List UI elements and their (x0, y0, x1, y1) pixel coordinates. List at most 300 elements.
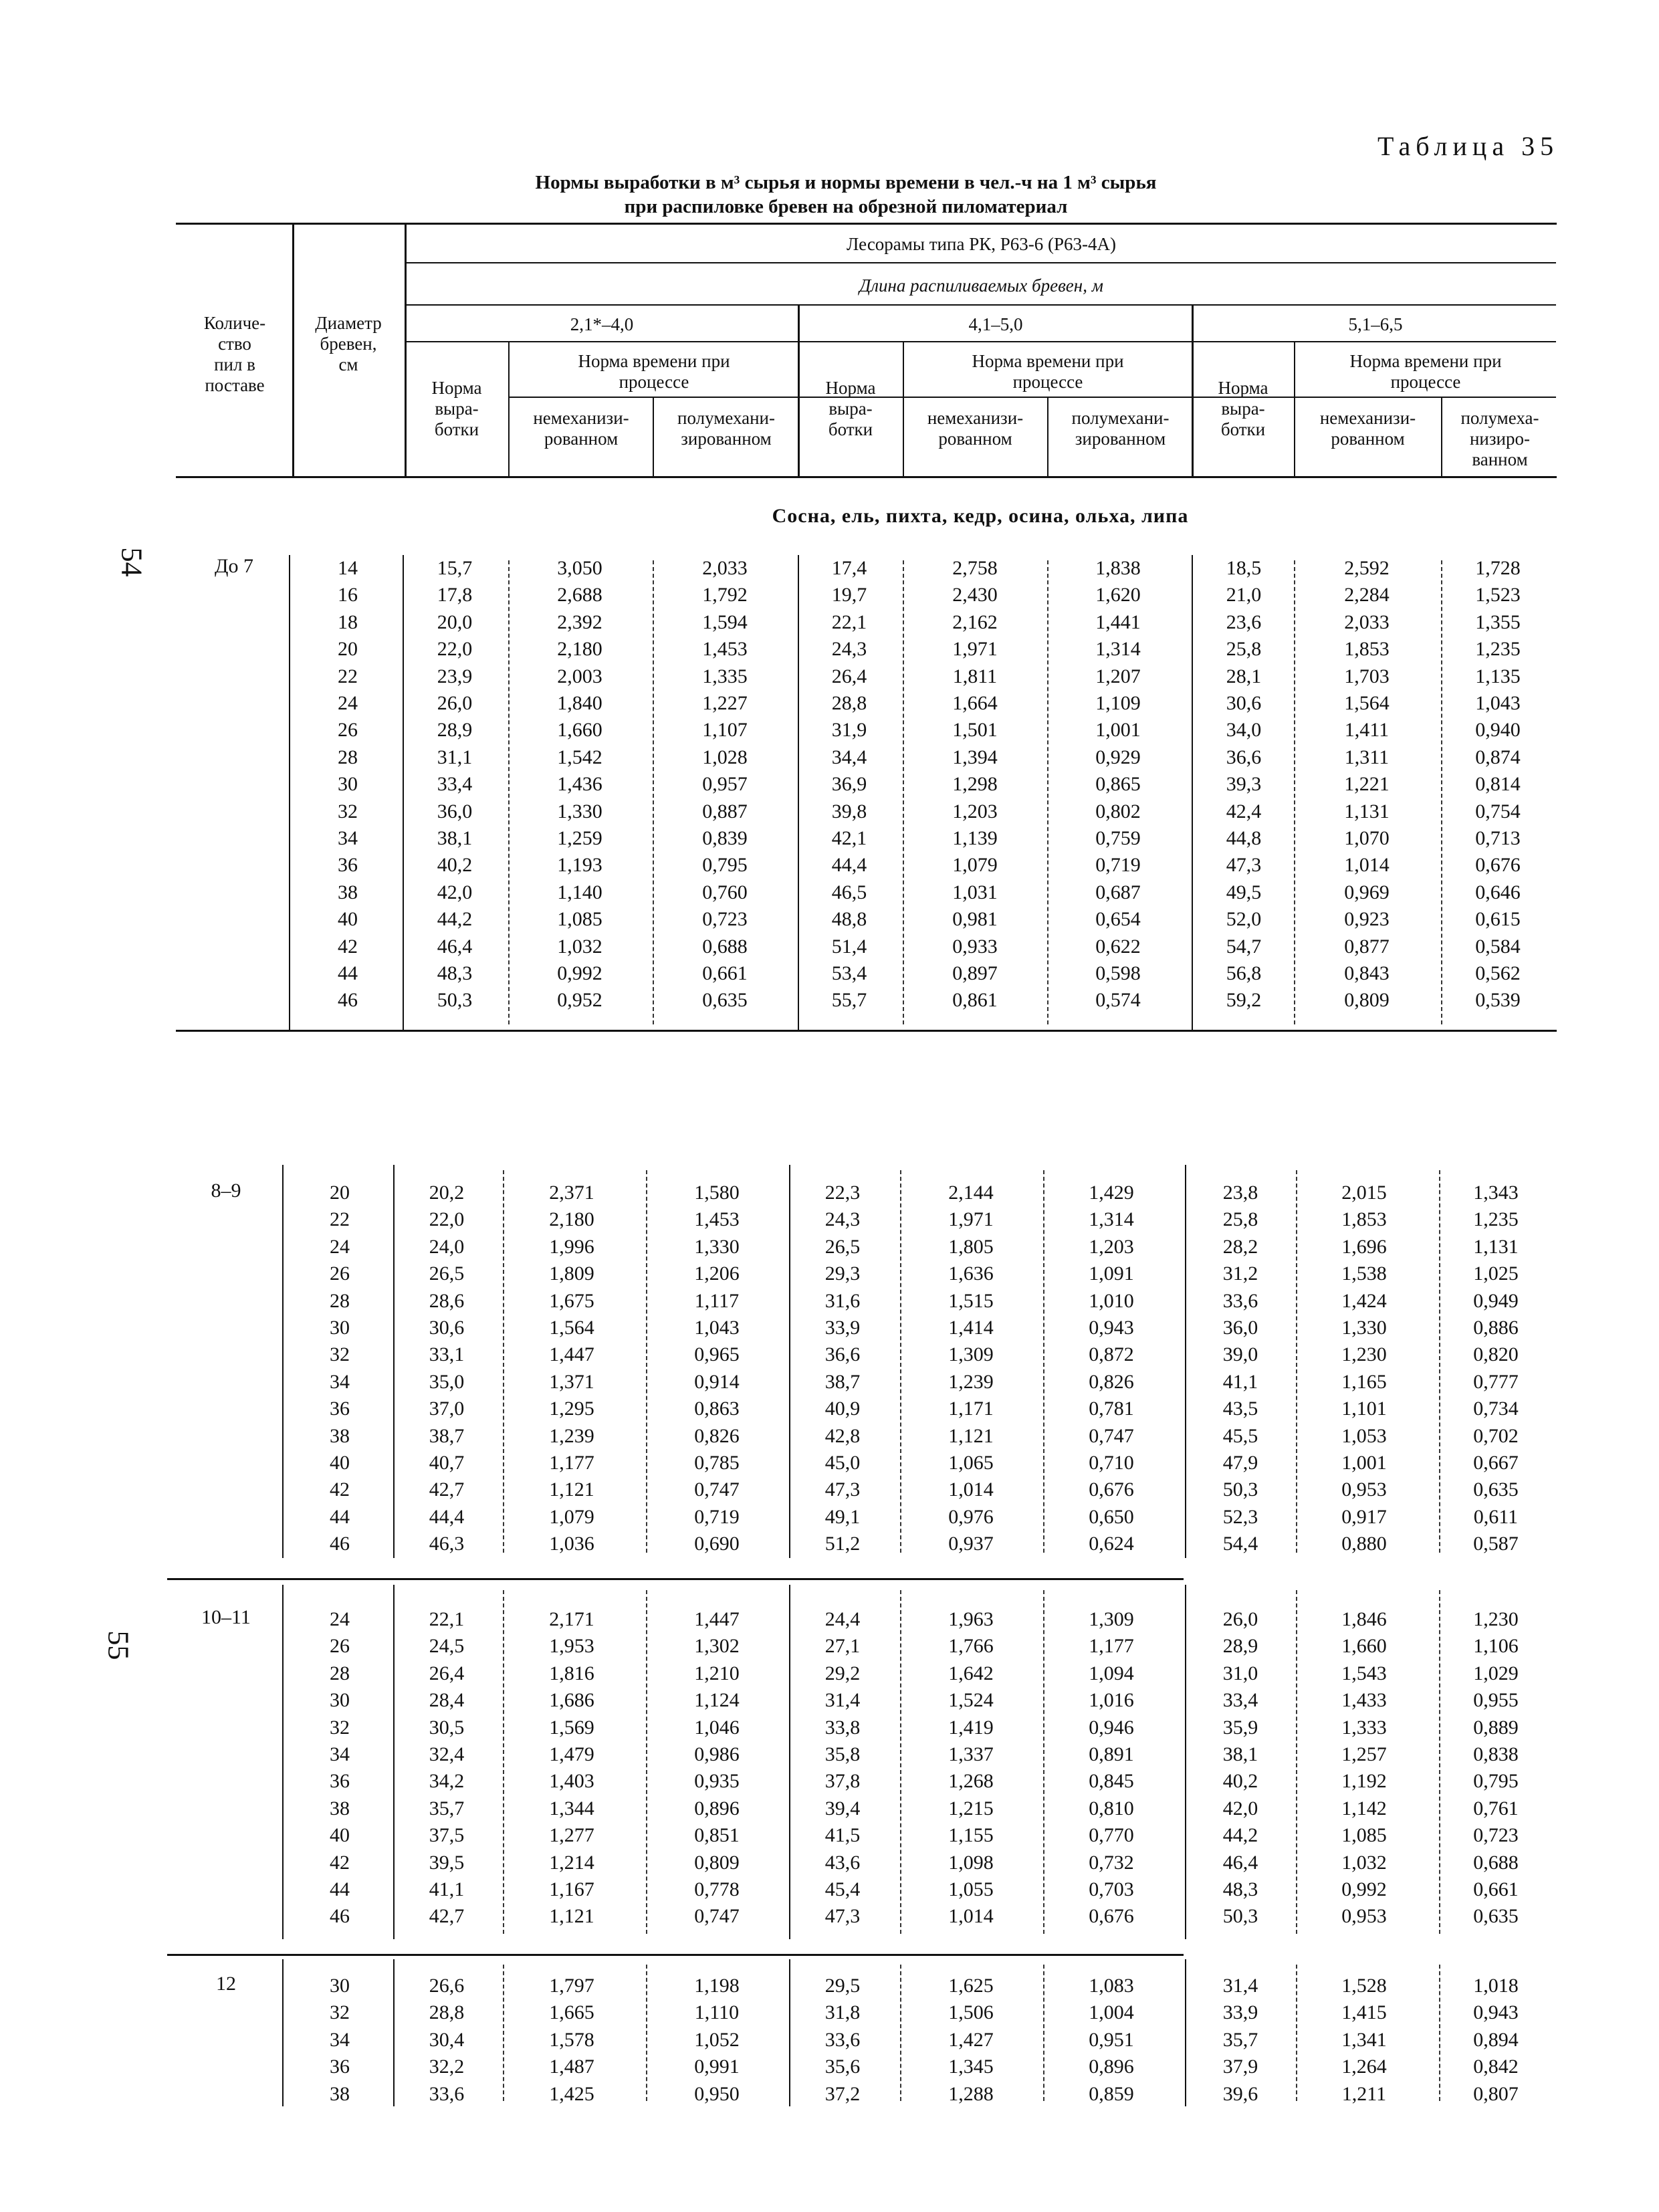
table-cell: 1,314 (1095, 638, 1141, 661)
table-cell: 1,766 (948, 1635, 994, 1658)
diameter-cell: 42 (338, 935, 358, 958)
table-cell: 1,014 (948, 1478, 994, 1501)
table-cell: 22,1 (429, 1608, 465, 1630)
table-cell: 24,3 (824, 1208, 861, 1231)
column-divider (1439, 1965, 1440, 2101)
table-cell: 43,6 (824, 1851, 861, 1874)
diameter-cell: 42 (330, 1478, 350, 1501)
table-cell: 1,207 (1095, 665, 1141, 687)
table-cell: 1,131 (1473, 1235, 1519, 1258)
diameter-cell: 24 (330, 1608, 350, 1630)
table-cell: 29,2 (824, 1662, 861, 1684)
table-cell: 31,0 (1222, 1662, 1258, 1684)
table-cell: 1,268 (948, 1770, 994, 1793)
table-cell: 48,3 (1222, 1878, 1258, 1900)
table-cell: 44,2 (1222, 1824, 1258, 1847)
table-cell: 0,992 (557, 962, 602, 984)
table-cell: 0,574 (1095, 989, 1141, 1012)
table-cell: 32,4 (429, 1743, 465, 1765)
table-cell: 1,792 (702, 584, 748, 606)
table-cell: 34,0 (1226, 719, 1262, 742)
table-cell: 1,230 (1473, 1608, 1519, 1630)
diameter-cell: 14 (338, 557, 358, 579)
table-cell: 1,953 (549, 1635, 594, 1658)
table-cell: 1,165 (1341, 1370, 1387, 1393)
table-cell: 1,288 (948, 2082, 994, 2105)
table-cell: 2,033 (702, 557, 748, 579)
table-cell: 52,0 (1226, 908, 1262, 931)
table-cell: 1,167 (549, 1878, 594, 1900)
table-cell: 35,8 (824, 1743, 861, 1765)
table-cell: 0,759 (1095, 827, 1141, 849)
table-cell: 1,031 (952, 881, 998, 903)
table-cell: 1,543 (1341, 1662, 1387, 1684)
table-cell: 1,433 (1341, 1689, 1387, 1712)
table-cell: 1,330 (557, 800, 602, 822)
diameter-cell: 34 (338, 827, 358, 849)
table-cell: 0,624 (1089, 1533, 1134, 1555)
table-cell: 1,210 (694, 1662, 740, 1684)
column-divider (646, 1590, 647, 1934)
diameter-cell: 30 (338, 773, 358, 796)
table-cell: 1,963 (948, 1608, 994, 1630)
table-cell: 31,2 (1222, 1262, 1258, 1285)
header-nonmech-2: немеханизи- рованном (927, 408, 1024, 449)
table-cell: 0,949 (1473, 1289, 1519, 1312)
table-cell: 1,703 (1344, 665, 1390, 687)
diameter-cell: 36 (330, 1770, 350, 1793)
column-divider (1185, 1585, 1186, 1939)
table-cell: 0,955 (1473, 1689, 1519, 1712)
table-cell: 1,235 (1473, 1208, 1519, 1231)
table-cell: 0,807 (1473, 2082, 1519, 2105)
table-cell: 0,896 (694, 1797, 740, 1819)
table-cell: 0,719 (1095, 854, 1141, 877)
table-cell: 1,816 (549, 1662, 594, 1684)
table-cell: 1,625 (948, 1975, 994, 1997)
table-cell: 1,355 (1475, 611, 1521, 633)
table-cell: 23,9 (437, 665, 473, 687)
table-cell: 36,9 (831, 773, 867, 796)
table-cell: 1,206 (694, 1262, 740, 1285)
table-cell: 1,580 (694, 1182, 740, 1204)
table-cell: 39,6 (1222, 2082, 1258, 2105)
table-cell: 1,686 (549, 1689, 594, 1712)
table-cell: 1,091 (1089, 1262, 1134, 1285)
table-cell: 0,676 (1089, 1478, 1134, 1501)
header-norm-output-1: Норма выра- ботки (431, 378, 482, 440)
table-cell: 45,0 (824, 1452, 861, 1474)
table-cell: 1,811 (952, 665, 998, 687)
table-cell: 22,0 (429, 1208, 465, 1231)
diameter-cell: 22 (330, 1208, 350, 1231)
table-cell: 26,4 (429, 1662, 465, 1684)
group-label: 8–9 (211, 1180, 241, 1202)
diameter-cell: 36 (330, 2056, 350, 2078)
header-length: Длина распиливаемых бревен, м (859, 275, 1103, 296)
table-cell: 17,8 (437, 584, 473, 606)
column-divider (646, 1965, 647, 2101)
table-cell: 0,777 (1473, 1370, 1519, 1393)
table-cell: 37,5 (429, 1824, 465, 1847)
header-norm-time-1: Норма времени при процессе (578, 351, 730, 393)
table-cell: 1,403 (549, 1770, 594, 1793)
table-cell: 51,4 (831, 935, 867, 958)
table-cell: 0,965 (694, 1343, 740, 1366)
header-nonmech-3: немеханизи- рованном (1319, 408, 1416, 449)
diameter-cell: 18 (338, 611, 358, 633)
diameter-cell: 28 (338, 746, 358, 768)
table-cell: 0,929 (1095, 746, 1141, 768)
table-cell: 24,5 (429, 1635, 465, 1658)
table-cell: 1,098 (948, 1851, 994, 1874)
column-divider (282, 1959, 284, 2106)
table-cell: 0,723 (1473, 1824, 1519, 1847)
table-cell: 35,7 (429, 1797, 465, 1819)
table-cell: 26,0 (437, 692, 473, 714)
diameter-cell: 20 (338, 638, 358, 661)
diameter-cell: 32 (330, 1716, 350, 1739)
table-cell: 0,845 (1089, 1770, 1134, 1793)
table-cell: 0,562 (1475, 962, 1521, 984)
table-cell: 1,538 (1341, 1262, 1387, 1285)
table-cell: 38,1 (1222, 1743, 1258, 1765)
table-cell: 0,891 (1089, 1743, 1134, 1765)
table-cell: 1,193 (557, 854, 602, 877)
table-cell: 44,2 (437, 908, 473, 931)
table-cell: 44,8 (1226, 827, 1262, 849)
table-cell: 43,5 (1222, 1398, 1258, 1420)
table-cell: 1,642 (948, 1662, 994, 1684)
table-cell: 1,014 (1344, 854, 1390, 877)
table-cell: 37,0 (429, 1398, 465, 1420)
table-cell: 1,414 (948, 1317, 994, 1339)
table-cell: 2,688 (557, 584, 602, 606)
table-cell: 0,859 (1089, 2082, 1134, 2105)
table-cell: 1,131 (1344, 800, 1390, 822)
table-cell: 1,121 (948, 1424, 994, 1447)
table-cell: 0,688 (702, 935, 748, 958)
diameter-cell: 42 (330, 1851, 350, 1874)
column-divider (789, 1585, 790, 1939)
table-cell: 1,425 (549, 2082, 594, 2105)
table-cell: 1,028 (702, 746, 748, 768)
table-cell: 0,810 (1089, 1797, 1134, 1819)
table-cell: 1,043 (694, 1317, 740, 1339)
table-cell: 0,933 (952, 935, 998, 958)
table-cell: 1,419 (948, 1716, 994, 1739)
table-cell: 40,7 (429, 1452, 465, 1474)
table-cell: 0,839 (702, 827, 748, 849)
table-cell: 1,227 (702, 692, 748, 714)
diameter-cell: 24 (338, 692, 358, 714)
diameter-cell: 26 (330, 1635, 350, 1658)
table-cell: 53,4 (831, 962, 867, 984)
table-cell: 1,330 (694, 1235, 740, 1258)
table-cell: 48,8 (831, 908, 867, 931)
header-diameter: Диаметр бревен, см (315, 313, 382, 375)
table-cell: 0,889 (1473, 1716, 1519, 1739)
table-cell: 1,309 (1089, 1608, 1134, 1630)
table-cell: 24,3 (831, 638, 867, 661)
table-cell: 0,917 (1341, 1505, 1387, 1528)
table-cell: 0,770 (1089, 1824, 1134, 1847)
column-divider (403, 555, 404, 1030)
column-divider (789, 1165, 790, 1558)
group-label: До 7 (215, 555, 253, 577)
table-cell: 1,029 (1473, 1662, 1519, 1684)
table-cell: 1,853 (1341, 1208, 1387, 1231)
table-cell: 34,2 (429, 1770, 465, 1793)
table-cell: 1,333 (1341, 1716, 1387, 1739)
table-cell: 1,453 (694, 1208, 740, 1231)
header-range-1: 2,1*–4,0 (570, 314, 634, 334)
diameter-cell: 44 (338, 962, 358, 984)
table-cell: 39,5 (429, 1851, 465, 1874)
table-cell: 1,330 (1341, 1317, 1387, 1339)
table-cell: 0,953 (1341, 1905, 1387, 1928)
table-heading-line2: при распиловке бревен на обрезной пиломатериал (624, 196, 1068, 217)
table-cell: 0,747 (694, 1905, 740, 1928)
table-cell: 0,843 (1344, 962, 1390, 984)
table-cell: 33,6 (429, 2082, 465, 2105)
table-cell: 0,943 (1473, 2001, 1519, 2024)
table-cell: 1,094 (1089, 1662, 1134, 1684)
table-cell: 28,9 (437, 719, 473, 742)
table-cell: 31,6 (824, 1289, 861, 1312)
table-cell: 1,636 (948, 1262, 994, 1285)
table-cell: 50,3 (437, 989, 473, 1012)
table-cell: 0,802 (1095, 800, 1141, 822)
table-cell: 47,3 (824, 1478, 861, 1501)
table-cell: 23,6 (1226, 611, 1262, 633)
table-cell: 1,337 (948, 1743, 994, 1765)
table-cell: 2,430 (952, 584, 998, 606)
table-cell: 1,371 (549, 1370, 594, 1393)
diameter-cell: 44 (330, 1878, 350, 1900)
table-cell: 0,872 (1089, 1343, 1134, 1366)
diameter-cell: 22 (338, 665, 358, 687)
table-cell: 0,863 (694, 1398, 740, 1420)
table-cell: 1,840 (557, 692, 602, 714)
table-cell: 25,8 (1222, 1208, 1258, 1231)
table-cell: 1,052 (694, 2028, 740, 2051)
table-cell: 1,479 (549, 1743, 594, 1765)
table-cell: 39,0 (1222, 1343, 1258, 1366)
table-cell: 1,277 (549, 1824, 594, 1847)
table-cell: 30,4 (429, 2028, 465, 2051)
table-cell: 1,660 (1341, 1635, 1387, 1658)
table-cell: 29,3 (824, 1262, 861, 1285)
table-cell: 1,665 (549, 2001, 594, 2024)
table-cell: 0,719 (694, 1505, 740, 1528)
table-cell: 1,411 (1344, 719, 1390, 742)
diameter-cell: 40 (330, 1452, 350, 1474)
table-cell: 1,043 (1475, 692, 1521, 714)
table-cell: 28,8 (831, 692, 867, 714)
group-label: 10–11 (201, 1606, 251, 1628)
diameter-cell: 38 (330, 1424, 350, 1447)
table-cell: 40,2 (1222, 1770, 1258, 1793)
table-cell: 1,971 (952, 638, 998, 661)
table-cell: 1,214 (549, 1851, 594, 1874)
table-cell: 1,221 (1344, 773, 1390, 796)
column-divider (289, 555, 290, 1030)
table-cell: 2,003 (557, 665, 602, 687)
table-cell: 0,710 (1089, 1452, 1134, 1474)
table-cell: 41,1 (429, 1878, 465, 1900)
table-cell: 35,6 (824, 2056, 861, 2078)
table-cell: 1,079 (549, 1505, 594, 1528)
table-cell: 50,3 (1222, 1478, 1258, 1501)
table-cell: 28,6 (429, 1289, 465, 1312)
column-divider (393, 1585, 395, 1939)
table-cell: 38,7 (824, 1370, 861, 1393)
table-cell: 2,371 (549, 1182, 594, 1204)
table-cell: 1,259 (557, 827, 602, 849)
table-cell: 0,747 (694, 1478, 740, 1501)
table-cell: 33,9 (1222, 2001, 1258, 2024)
table-cell: 1,046 (694, 1716, 740, 1739)
column-divider (282, 1585, 284, 1939)
table-cell: 17,4 (831, 557, 867, 579)
table-cell: 1,578 (549, 2028, 594, 2051)
table-cell: 1,569 (549, 1716, 594, 1739)
table-cell: 0,986 (694, 1743, 740, 1765)
diameter-cell: 34 (330, 2028, 350, 2051)
table-cell: 1,453 (702, 638, 748, 661)
table-cell: 0,865 (1095, 773, 1141, 796)
table-cell: 54,4 (1222, 1533, 1258, 1555)
table-cell: 1,083 (1089, 1975, 1134, 1997)
header-range-2: 4,1–5,0 (968, 314, 1023, 334)
header-semimech-2: полумехани- зированном (1071, 408, 1170, 449)
table-cell: 1,971 (948, 1208, 994, 1231)
table-cell: 45,5 (1222, 1424, 1258, 1447)
table-cell: 1,239 (549, 1424, 594, 1447)
header-norm-output-3: Норма выра- ботки (1218, 378, 1268, 440)
table-cell: 28,1 (1226, 665, 1262, 687)
table-cell: 1,394 (952, 746, 998, 768)
table-cell: 0,690 (694, 1533, 740, 1555)
table-cell: 1,055 (948, 1878, 994, 1900)
table-cell: 0,952 (557, 989, 602, 1012)
table-cell: 1,436 (557, 773, 602, 796)
table-cell: 0,785 (694, 1452, 740, 1474)
column-divider (1043, 1965, 1044, 2101)
diameter-cell: 30 (330, 1689, 350, 1712)
table-cell: 1,660 (557, 719, 602, 742)
table-cell: 1,001 (1095, 719, 1141, 742)
table-cell: 0,991 (694, 2056, 740, 2078)
table-cell: 1,341 (1341, 2028, 1387, 2051)
table-cell: 1,594 (702, 611, 748, 633)
table-heading-line1: Нормы выработки в м³ сырья и нормы времени в чел.-ч на 1 м³ сырья (535, 172, 1157, 193)
table-cell: 1,343 (1473, 1182, 1519, 1204)
table-cell: 1,797 (549, 1975, 594, 1997)
table-cell: 2,284 (1344, 584, 1390, 606)
table-cell: 1,211 (1341, 2082, 1387, 2105)
table-cell: 0,703 (1089, 1878, 1134, 1900)
table-cell: 33,4 (1222, 1689, 1258, 1712)
column-divider (1441, 560, 1442, 1024)
column-divider (1294, 560, 1295, 1024)
table-cell: 1,528 (1341, 1975, 1387, 1997)
table-cell: 22,1 (831, 611, 867, 633)
table-cell: 28,2 (1222, 1235, 1258, 1258)
table-cell: 45,4 (824, 1878, 861, 1900)
table-cell: 1,117 (694, 1289, 740, 1312)
column-divider (503, 1590, 504, 1934)
diameter-cell: 38 (338, 881, 358, 903)
column-divider (1192, 555, 1193, 1030)
table-cell: 0,992 (1341, 1878, 1387, 1900)
table-cell: 0,584 (1475, 935, 1521, 958)
table-cell: 31,1 (437, 746, 473, 768)
table-cell: 0,702 (1473, 1424, 1519, 1447)
table-cell: 0,635 (702, 989, 748, 1012)
table-cell: 1,101 (1341, 1398, 1387, 1420)
table-cell: 1,177 (1089, 1635, 1134, 1658)
table-cell: 1,142 (1341, 1797, 1387, 1819)
table-heading (334, 171, 1357, 219)
column-divider (900, 1170, 901, 1553)
table-cell: 0,826 (1089, 1370, 1134, 1393)
table-cell: 21,0 (1226, 584, 1262, 606)
table-cell: 1,032 (1341, 1851, 1387, 1874)
column-divider (503, 1170, 504, 1553)
table-cell: 31,4 (824, 1689, 861, 1712)
table-cell: 0,676 (1089, 1905, 1134, 1928)
table-cell: 0,953 (1341, 1478, 1387, 1501)
column-divider (1296, 1965, 1297, 2101)
table-cell: 1,085 (557, 908, 602, 931)
table-cell: 51,2 (824, 1533, 861, 1555)
table-cell: 1,121 (549, 1478, 594, 1501)
table-cell: 0,861 (952, 989, 998, 1012)
table-cell: 1,155 (948, 1824, 994, 1847)
table-cell: 1,135 (1475, 665, 1521, 687)
diameter-cell: 36 (338, 854, 358, 877)
column-divider (900, 1965, 901, 2101)
table-cell: 1,345 (948, 2056, 994, 2078)
table-cell: 0,981 (952, 908, 998, 931)
table-label: Таблица 35 (1377, 131, 1559, 161)
table-cell: 1,124 (694, 1689, 740, 1712)
table-cell: 0,650 (1089, 1505, 1134, 1528)
table-cell: 28,9 (1222, 1635, 1258, 1658)
diameter-cell: 40 (338, 908, 358, 931)
table-cell: 55,7 (831, 989, 867, 1012)
table-cell: 1,542 (557, 746, 602, 768)
table-cell: 1,239 (948, 1370, 994, 1393)
diameter-cell: 38 (330, 1797, 350, 1819)
table-cell: 40,9 (824, 1398, 861, 1420)
table-cell: 37,9 (1222, 2056, 1258, 2078)
column-divider (508, 560, 510, 1024)
table-cell: 1,344 (549, 1797, 594, 1819)
group-separator (167, 1578, 1184, 1580)
table-cell: 1,675 (549, 1289, 594, 1312)
table-cell: 0,635 (1473, 1905, 1519, 1928)
table-cell: 1,314 (1089, 1208, 1134, 1231)
table-cell: 48,3 (437, 962, 473, 984)
table-cell: 38,7 (429, 1424, 465, 1447)
table-cell: 0,654 (1095, 908, 1141, 931)
header-semimech-1: полумехани- зированном (677, 408, 775, 449)
column-divider (1043, 1170, 1044, 1553)
table-cell: 1,696 (1341, 1235, 1387, 1258)
